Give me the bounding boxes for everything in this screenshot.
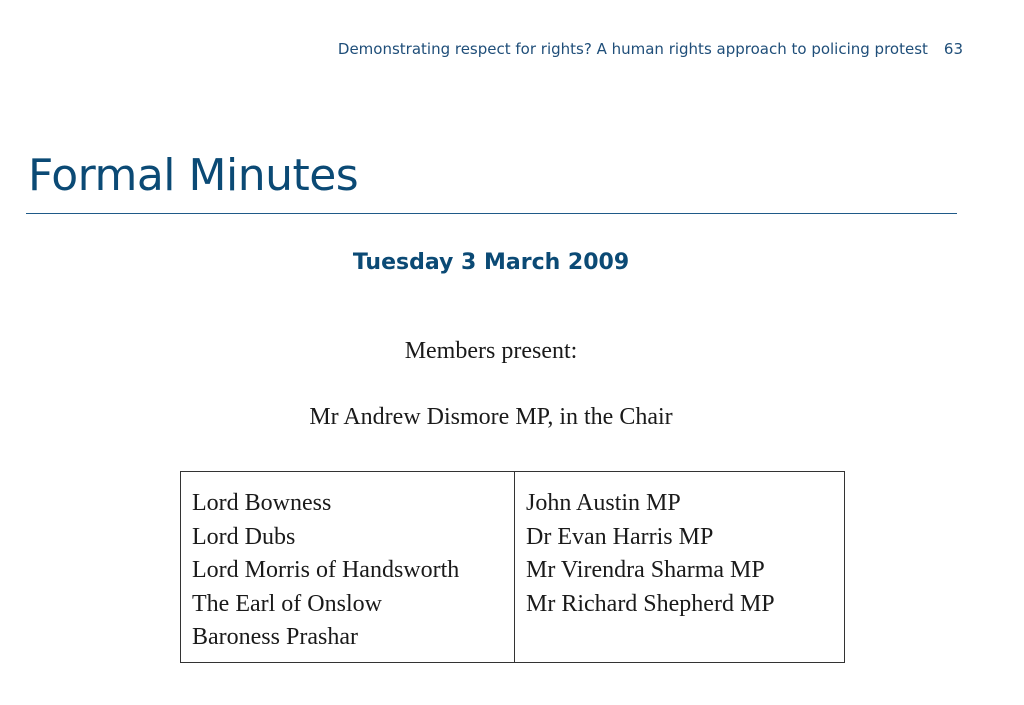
running-header-title: Demonstrating respect for rights? A human rights approach to policing protest (337, 40, 928, 58)
member-name: Lord Morris of Handsworth (192, 557, 460, 583)
meeting-date-heading: Tuesday 3 March 2009 (352, 250, 630, 275)
title-divider (26, 213, 957, 214)
members-column-left (181, 472, 515, 662)
page-number: 63 (943, 40, 963, 58)
member-name: Dr Evan Harris MP (526, 523, 714, 550)
page-title: Formal Minutes (28, 150, 359, 201)
member-name: Mr Virendra Sharma MP (526, 557, 765, 583)
members-present-label: Members present: (404, 338, 578, 364)
members-column-right (515, 472, 844, 662)
member-name: John Austin MP (526, 490, 681, 516)
members-table (180, 471, 845, 663)
chair-line: Mr Andrew Dismore MP, in the Chair (309, 404, 673, 430)
member-name: Lord Dubs (192, 523, 296, 550)
running-header (338, 40, 963, 58)
member-name: The Earl of Onslow (192, 590, 382, 617)
member-name: Baroness Prashar (192, 624, 358, 650)
member-name: Lord Bowness (192, 490, 332, 516)
member-name: Mr Richard Shepherd MP (526, 590, 775, 617)
